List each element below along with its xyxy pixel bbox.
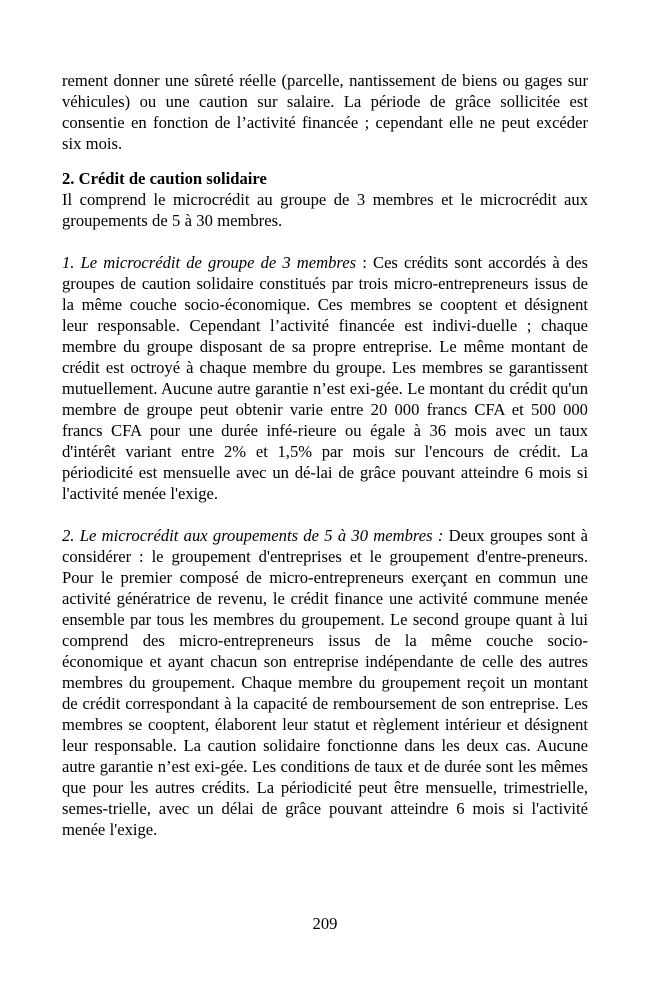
section-heading-credit-caution-solidaire: 2. Crédit de caution solidaire	[62, 169, 267, 188]
paragraph-lead-in-italic: 2. Le microcrédit aux groupements de 5 à 30 membres :	[62, 526, 444, 545]
paragraph-lead-in-italic: 1. Le microcrédit de groupe de 3 membres	[62, 253, 357, 272]
paragraph-body-text-a: Ces crédits sont accordés à des groupes de caution solidaire constitués par trois micro-entrepreneurs issus de la même couche socio-économique. Ces membres se cooptent et désignent leur responsable. Cependant l’activité financée est indivi-duelle ; chaque membre du groupe disposant de sa propre entreprise. Le même montant de crédit est octroyé à chaque membre du groupe. Les membres se garantissent mutuellement. Aucune autre garantie n’est exi-gée. Le montant du crédit qu'un membre de groupe peut obtenir varie entre	[62, 253, 588, 419]
paragraph-microcredit-groupe-3-membres	[62, 252, 588, 504]
text-column	[62, 70, 588, 840]
amount-maximum: 500 000	[530, 400, 588, 419]
lead-in-separator: :	[356, 253, 373, 272]
paragraph-body-text-b: francs CFA et	[419, 400, 531, 419]
amount-minimum: 20 000	[370, 400, 420, 419]
page-number: 209	[312, 914, 338, 933]
paragraph-body-text-c: francs CFA pour une durée infé-rieure ou égale à 36 mois avec un taux d'intérêt variant entre 2% et 1,5% par mois sur l'encours de crédit. La périodicité est mensuelle avec un dé-lai de grâce pouvant atteindre 6 mois si l'activité menée l'exige.	[62, 421, 588, 503]
paragraph-microcredit-groupements-5-30-membres	[62, 525, 588, 840]
paragraph-continuation: rement donner une sûreté réelle (parcelle, nantissement de biens ou gages sur véhicules) ou une caution sur salaire. La période de grâce sollicitée est consentie en fonction de l’activité financée ; cependant elle ne peut excéder six mois.	[62, 71, 588, 153]
paragraph-intro-microcredit: Il comprend le microcrédit au groupe de 3 membres et le microcrédit aux groupements de 5 à 30 membres.	[62, 190, 588, 230]
paragraph-body-text: Deux groupes sont à considérer : le groupement d'entreprises et le groupement d'entre-preneurs. Pour le premier composé de micro-entrepreneurs exerçant en commun une activité génératrice de revenu, le crédit finance une activité commune menée ensemble par tous les membres du groupement. Le second groupe quant à lui comprend des micro-entrepreneurs issus de la même couche socio-économique et ayant chacun son entreprise indépendante de celle des autres membres du groupement. Chaque membre du groupement reçoit un montant de crédit correspondant à la capacité de remboursement de son entreprise. Les membres se cooptent, élaborent leur statut et règlement intérieur et désignent leur responsable. La caution solidaire fonctionne dans les deux cas. Aucune autre garantie n’est exi-gée. Les conditions de taux et de durée sont les mêmes que pour les autres crédits. La périodicité peut être mensuelle, trimestrielle, semes-trielle, avec un délai de grâce pouvant atteindre 6 mois si l'activité menée l'exige.	[62, 526, 588, 839]
